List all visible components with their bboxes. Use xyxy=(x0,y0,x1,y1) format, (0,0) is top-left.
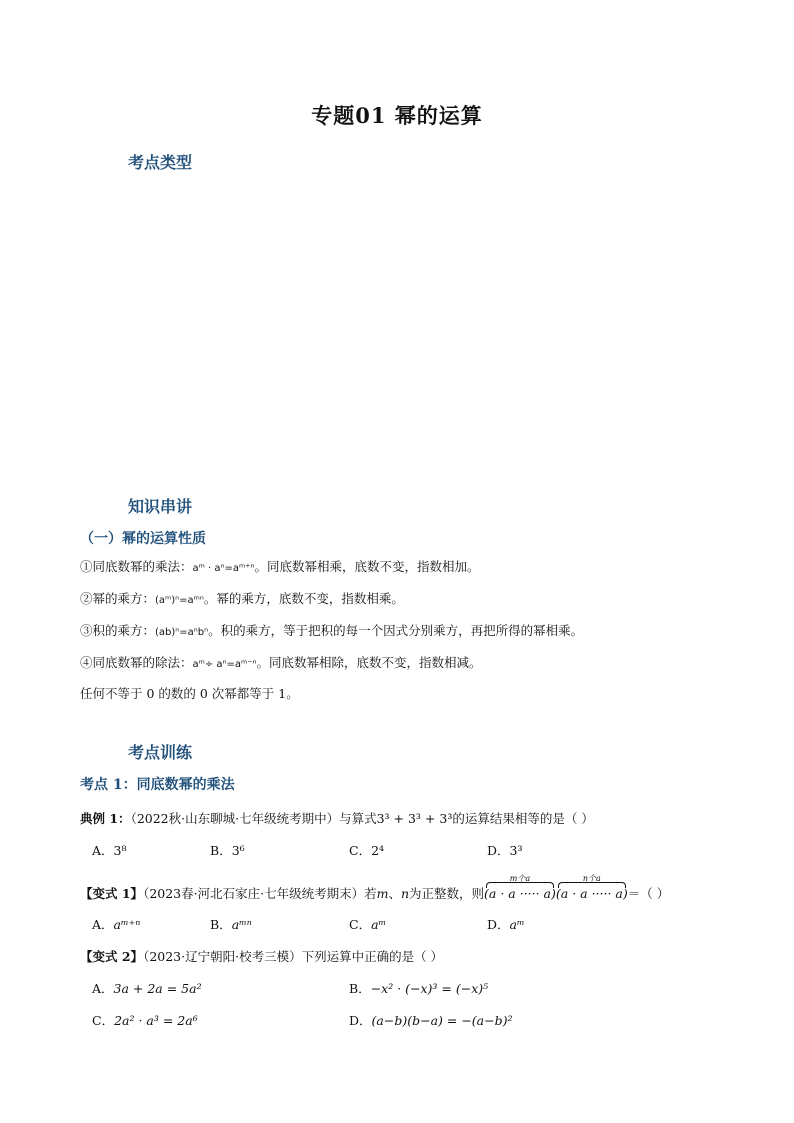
variant-2-question: 下列运算中正确的是（ ） xyxy=(301,949,444,964)
variant-2-option-d[interactable] xyxy=(349,1011,512,1029)
example-1-stem xyxy=(80,809,594,827)
rule-3-formula: (ab)ⁿ=aⁿbⁿ xyxy=(155,627,209,638)
variant-2-label: 【变式 2】 xyxy=(80,949,144,964)
variant-1-source: （2023春·河北石家庄·七年级统考期末） xyxy=(143,886,365,901)
option-value: 3³ xyxy=(509,843,523,858)
brace-product-n xyxy=(555,874,628,901)
option-value: 2⁴ xyxy=(371,843,385,858)
option-key: B． xyxy=(210,917,232,932)
example-1-option-b[interactable] xyxy=(210,841,245,859)
variant-1-option-d[interactable] xyxy=(487,915,525,933)
option-key: D． xyxy=(487,917,510,932)
rule-1-formula: aᵐ · aⁿ=aᵐ⁺ⁿ xyxy=(192,563,255,574)
variant-1-option-a[interactable] xyxy=(92,915,140,933)
variant-2-option-b[interactable] xyxy=(349,979,488,997)
option-value: 3⁸ xyxy=(113,843,127,858)
variant-2-option-c[interactable] xyxy=(92,1011,198,1029)
variant-1-option-c[interactable] xyxy=(349,915,386,933)
example-1-source: （2022秋·山东聊城·七年级统考期中） xyxy=(130,811,340,826)
variant-1-m: m xyxy=(376,886,389,901)
variant-1-stem-a: 若 xyxy=(364,886,377,901)
option-value: aᵐ⁺ⁿ xyxy=(113,917,141,932)
variant-1-n: n xyxy=(400,886,410,901)
rule-5: 任何不等于 0 的数的 0 次幂都等于 1。 xyxy=(80,686,299,701)
brace-body-n: (a · a ····· a) xyxy=(555,886,628,901)
option-value: aᵐ xyxy=(509,917,525,932)
section-knowledge: 知识串讲 xyxy=(128,497,193,516)
variant-1-label: 【变式 1】 xyxy=(80,886,144,901)
rule-2-formula: (aᵐ)ⁿ=aᵐⁿ xyxy=(155,595,204,606)
rule-1 xyxy=(80,557,480,575)
point-1-heading: 考点 1：同底数幂的乘法 xyxy=(80,777,235,793)
variant-1-stem-b: 为正整数，则 xyxy=(409,886,485,901)
example-1-stem-b: 的运算结果相等的是（ ） xyxy=(452,811,594,826)
variant-1-stem-c: ＝（ ） xyxy=(627,886,670,901)
example-1-label: 典例 1： xyxy=(80,811,131,826)
section-training: 考点训练 xyxy=(128,743,193,762)
overbrace xyxy=(558,882,626,888)
rule-3 xyxy=(80,621,583,639)
option-value: −x² · (−x)³ = (−x)⁵ xyxy=(370,981,489,996)
example-1-expression: 3³ + 3³ + 3³ xyxy=(376,811,453,826)
brace-product-m xyxy=(484,874,556,901)
rule-4-formula: aᵐ÷ aⁿ=aᵐ⁻ⁿ xyxy=(192,659,257,670)
rule-2 xyxy=(80,589,404,607)
rule-4 xyxy=(80,653,482,671)
option-value: (a−b)(b−a) = −(a−b)² xyxy=(371,1013,513,1028)
rule-1-prefix: ①同底数幂的乘法： xyxy=(80,559,193,574)
option-key: C． xyxy=(349,917,372,932)
option-value: 2a² · a³ = 2a⁶ xyxy=(114,1013,198,1028)
variant-2-stem xyxy=(80,947,443,965)
page-title: 专题01 幂的运算 xyxy=(311,103,483,128)
variant-1-option-b[interactable] xyxy=(210,915,252,933)
example-1-stem-a: 与算式 xyxy=(339,811,377,826)
option-key: A． xyxy=(92,981,114,996)
variant-2-source: （2023·辽宁朝阳·校考三模） xyxy=(143,949,302,964)
option-value: aᵐ xyxy=(371,917,387,932)
option-key: D． xyxy=(487,843,510,858)
option-key: B． xyxy=(210,843,232,858)
option-value: 3a + 2a = 5a² xyxy=(113,981,202,996)
rule-2-prefix: ②幂的乘方： xyxy=(80,591,156,606)
rule-2-text: 。幂的乘方，底数不变，指数相乘。 xyxy=(203,591,404,606)
section-types: 考点类型 xyxy=(128,153,193,172)
example-1-option-c[interactable] xyxy=(349,841,384,859)
example-1-option-d[interactable] xyxy=(487,841,523,859)
brace-label-n: n个a xyxy=(582,874,601,883)
rule-4-prefix: ④同底数幂的除法： xyxy=(80,655,193,670)
variant-2-option-a[interactable] xyxy=(92,979,202,997)
variant-1-stem xyxy=(80,874,670,902)
option-key: C． xyxy=(92,1013,115,1028)
rule-3-text: 。积的乘方，等于把积的每一个因式分别乘方，再把所得的幂相乘。 xyxy=(208,623,584,638)
knowledge-heading: （一）幂的运算性质 xyxy=(80,531,206,547)
brace-label-m: m个a xyxy=(509,874,531,883)
option-value: 3⁶ xyxy=(231,843,245,858)
option-key: C． xyxy=(349,843,372,858)
option-key: B． xyxy=(349,981,371,996)
option-key: A． xyxy=(92,917,114,932)
example-1-option-a[interactable] xyxy=(92,841,127,859)
overbrace xyxy=(486,882,554,888)
brace-body-m: (a · a ····· a) xyxy=(484,886,556,901)
rule-4-text: 。同底数幂相除，底数不变，指数相减。 xyxy=(256,655,482,670)
variant-1-sep: 、 xyxy=(388,886,401,901)
option-key: A． xyxy=(92,843,114,858)
rule-3-prefix: ③积的乘方： xyxy=(80,623,156,638)
option-key: D． xyxy=(349,1013,372,1028)
rule-1-text: 。同底数幂相乘，底数不变，指数相加。 xyxy=(254,559,480,574)
option-value: aᵐⁿ xyxy=(231,917,252,932)
